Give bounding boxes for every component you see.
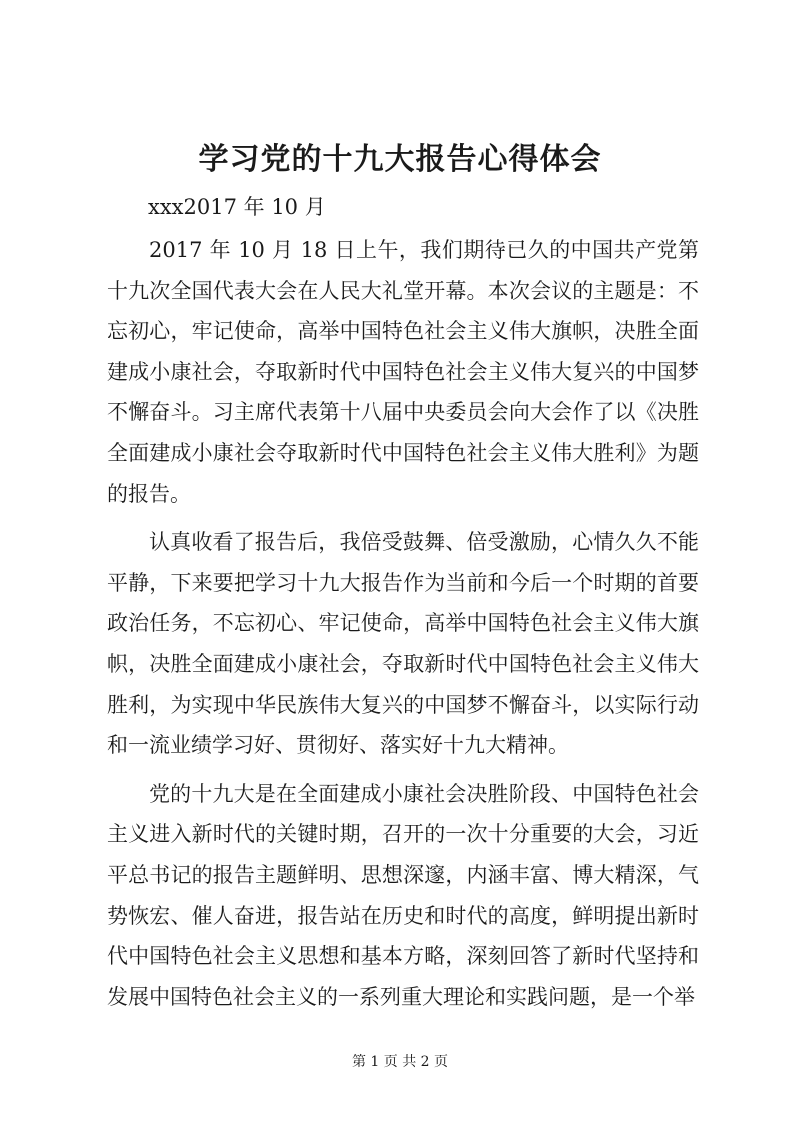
document-title: 学习党的十九大报告心得体会: [198, 142, 602, 177]
paragraph-1: 2017 年 10 月 18 日上午，我们期待已久的中国共产党第十九次全国代表大会在人民大礼堂开幕。本次会议的主题是：不忘初心，牢记使命，高举中国特色社会主义伟大旗帜，决胜全面建成小康社会，夺取新时代中国特色社会主义伟大复兴的中国梦不懈奋斗。习主席代表第十八届中央委员会向大会作了以《决胜全面建成小康社会夺取新时代中国特色社会主义伟大胜利》为题的报告。: [107, 238, 699, 506]
document-body: [107, 230, 699, 1025]
page-number-footer: 第 1 页 共 2 页: [351, 1054, 449, 1070]
paragraph-3: 党的十九大是在全面建成小康社会决胜阶段、中国特色社会主义进入新时代的关键时期，召开的一次十分重要的大会，习近平总书记的报告主题鲜明、思想深邃，内涵丰富、博大精深，气势恢宏、催人奋进，报告站在历史和时代的高度，鲜明提出新时代中国特色社会主义思想和基本方略，深刻回答了新时代坚持和发展中国特色社会主义的一系列重大理论和实践问题，是一个举: [107, 781, 699, 1009]
author-date-line: xxx2017 年 10 月: [148, 195, 326, 219]
paragraph-2: 认真收看了报告后，我倍受鼓舞、倍受激励，心情久久不能平静，下来要把学习十九大报告作为当前和今后一个时期的首要政治任务，不忘初心、牢记使命，高举中国特色社会主义伟大旗帜，决胜全面建成小康社会，夺取新时代中国特色社会主义伟大胜利，为实现中华民族伟大复兴的中国梦不懈奋斗，以实际行动和一流业绩学习好、贯彻好、落实好十九大精神。: [107, 530, 699, 758]
